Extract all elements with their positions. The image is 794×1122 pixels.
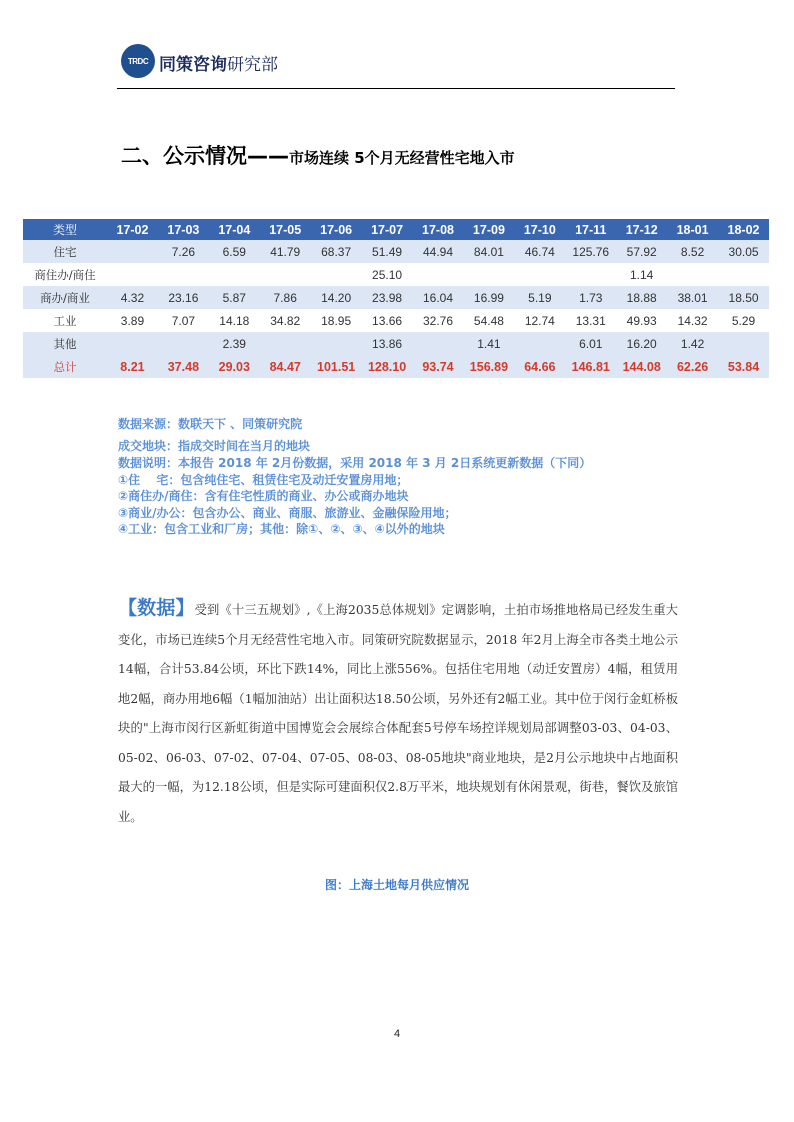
- table-cell: 5.19: [514, 286, 565, 309]
- table-cell: 49.93: [616, 309, 667, 332]
- figure-caption: 图：上海土地每月供应情况: [324, 878, 469, 892]
- table-cell: 93.74: [413, 355, 464, 378]
- table-cell: 41.79: [260, 240, 311, 263]
- table-cell: 14.20: [311, 286, 362, 309]
- paragraph-text: 受到《十三五规划》,《上海2035总体规划》定调影响，土拍市场推地格局已经发生重大变化，市场已连续5个月无经营性宅地入市。同策研究院数据显示，2018 年2月上海全市各类土地公示14幅，合计53.84公顷，环比下跌14%，同比上涨556%。包括住宅用地（动迁安置房）4幅，租赁用地2幅，商办用地6幅（1幅加油站）出让面积达18.50公顷，另外还有2幅工业。其中位于闵行金虹桥板块的"上海市闵行区新虹街道中国博览会会展综合体配套5号停车场控详规划局部调整03-03、04-03、05-02、06-03、07-02、07-04、07-05、08-03、08-05地块"商业地块，是2月公示地块中占地面积最大的一幅，为12.18公顷，但是实际可建面积仅2.8万平米，地块规划有休闲景观，街巷，餐饮及旅馆业。: [118, 603, 678, 824]
- trdc-logo: TRDC: [121, 44, 155, 78]
- section-title: [121, 140, 515, 170]
- table-cell: 3.89: [107, 309, 158, 332]
- table-row: [23, 355, 769, 378]
- section-title-dash: ——: [247, 144, 289, 168]
- body-paragraph: [118, 594, 678, 832]
- table-header-month: 17-11: [565, 219, 616, 240]
- table-row: [23, 240, 769, 263]
- table-header-month: 17-12: [616, 219, 667, 240]
- table-cell: 29.03: [209, 355, 260, 378]
- section-title-main: 二、公示情况: [121, 144, 247, 168]
- note-item: ④工业：包含工业和厂房；其他：除①、②、③、④以外的地块: [118, 522, 445, 536]
- header-divider: [117, 88, 675, 89]
- table-header-row: [23, 219, 769, 240]
- table-header-month: 17-10: [514, 219, 565, 240]
- table-row: [23, 263, 769, 286]
- table-cell: 6.59: [209, 240, 260, 263]
- table-header-month: 17-08: [413, 219, 464, 240]
- brand-bold: 同策咨询: [159, 55, 227, 75]
- table-cell: 14.32: [667, 309, 718, 332]
- paragraph-tag: 【数据】: [118, 597, 195, 619]
- table-row: [23, 332, 769, 355]
- table-cell: 54.48: [463, 309, 514, 332]
- table-cell: [158, 263, 209, 286]
- table-cell: 46.74: [514, 240, 565, 263]
- table-cell: 101.51: [311, 355, 362, 378]
- table-cell: 18.50: [718, 286, 769, 309]
- note-item: ①住 宅：包含纯住宅、租赁住宅及动迁安置房用地；: [118, 472, 409, 487]
- table-cell: 57.92: [616, 240, 667, 263]
- table-cell: 32.76: [413, 309, 464, 332]
- table-cell: 1.42: [667, 332, 718, 355]
- table-cell: [667, 263, 718, 286]
- table-cell: [158, 332, 209, 355]
- table-cell: 144.08: [616, 355, 667, 378]
- table-cell: [260, 332, 311, 355]
- table-row-label: 工业: [23, 309, 107, 332]
- brand-regular: 研究部: [227, 55, 278, 75]
- note-description: 数据说明：本报告 2018 年 2月份数据，采用 2018 年 3 月 2日系统更新数据（下同）: [118, 456, 592, 470]
- table-cell: [463, 263, 514, 286]
- data-notes: [118, 416, 591, 538]
- table-cell: 13.31: [565, 309, 616, 332]
- table-cell: [514, 263, 565, 286]
- table-cell: [107, 240, 158, 263]
- table-cell: 44.94: [413, 240, 464, 263]
- table-cell: 16.20: [616, 332, 667, 355]
- land-supply-table: [23, 219, 769, 378]
- table-header-month: 18-01: [667, 219, 718, 240]
- table-cell: 13.86: [362, 332, 413, 355]
- table-cell: [565, 263, 616, 286]
- table-cell: 25.10: [362, 263, 413, 286]
- table-cell: 1.73: [565, 286, 616, 309]
- table-cell: [718, 263, 769, 286]
- table-cell: 125.76: [565, 240, 616, 263]
- note-item: ②商住办/商住：含有住宅性质的商业、办公或商办地块: [118, 489, 409, 503]
- table-header-month: 17-06: [311, 219, 362, 240]
- table-cell: 7.26: [158, 240, 209, 263]
- table-cell: 7.86: [260, 286, 311, 309]
- brand-name: [159, 50, 278, 75]
- table-cell: 38.01: [667, 286, 718, 309]
- table-cell: 128.10: [362, 355, 413, 378]
- table-cell: 37.48: [158, 355, 209, 378]
- table-header-type: 类型: [23, 219, 107, 240]
- table-cell: [107, 263, 158, 286]
- table-row-label: 其他: [23, 332, 107, 355]
- table-cell: [718, 332, 769, 355]
- table-cell: 18.88: [616, 286, 667, 309]
- table-header-month: 17-04: [209, 219, 260, 240]
- table-cell: 156.89: [463, 355, 514, 378]
- table-cell: 12.74: [514, 309, 565, 332]
- table-cell: 1.41: [463, 332, 514, 355]
- table-cell: 18.95: [311, 309, 362, 332]
- table-cell: [311, 332, 362, 355]
- table-header-month: 17-05: [260, 219, 311, 240]
- section-title-sub: 市场连续 5个月无经营性宅地入市: [289, 149, 515, 167]
- table-cell: 5.29: [718, 309, 769, 332]
- table-cell: 62.26: [667, 355, 718, 378]
- table-cell: 146.81: [565, 355, 616, 378]
- table-cell: 30.05: [718, 240, 769, 263]
- table-cell: 6.01: [565, 332, 616, 355]
- note-source: 数据来源：数联天下 、同策研究院: [118, 417, 303, 431]
- table-row-label: 总计: [23, 355, 107, 378]
- table-cell: 64.66: [514, 355, 565, 378]
- table-cell: 2.39: [209, 332, 260, 355]
- table-cell: 1.14: [616, 263, 667, 286]
- page-number: 4: [393, 1028, 401, 1040]
- table-row-label: 商住办/商住: [23, 263, 107, 286]
- table-cell: 8.52: [667, 240, 718, 263]
- table-cell: 84.01: [463, 240, 514, 263]
- table-cell: 51.49: [362, 240, 413, 263]
- table-cell: 16.99: [463, 286, 514, 309]
- table-header-month: 17-02: [107, 219, 158, 240]
- table-cell: 23.16: [158, 286, 209, 309]
- table-header-month: 17-03: [158, 219, 209, 240]
- table-cell: [260, 263, 311, 286]
- table-cell: 14.18: [209, 309, 260, 332]
- note-item: ③商业/办公：包含办公、商业、商服、旅游业、金融保险用地；: [118, 505, 457, 520]
- table-cell: [413, 263, 464, 286]
- note-deal: 成交地块：指成交时间在当月的地块: [118, 438, 311, 453]
- table-cell: 84.47: [260, 355, 311, 378]
- table-row-label: 商办/商业: [23, 286, 107, 309]
- table-cell: 34.82: [260, 309, 311, 332]
- table-cell: 4.32: [107, 286, 158, 309]
- table-cell: 23.98: [362, 286, 413, 309]
- table-cell: 16.04: [413, 286, 464, 309]
- table-cell: 5.87: [209, 286, 260, 309]
- table-cell: 68.37: [311, 240, 362, 263]
- table-row-label: 住宅: [23, 240, 107, 263]
- table-cell: 13.66: [362, 309, 413, 332]
- table-cell: [514, 332, 565, 355]
- table-cell: [413, 332, 464, 355]
- table-cell: [107, 332, 158, 355]
- table-cell: 8.21: [107, 355, 158, 378]
- table-cell: [209, 263, 260, 286]
- table-header-month: 18-02: [718, 219, 769, 240]
- table-row: [23, 309, 769, 332]
- table-cell: [311, 263, 362, 286]
- table-cell: 53.84: [718, 355, 769, 378]
- table-cell: 7.07: [158, 309, 209, 332]
- table-header-month: 17-07: [362, 219, 413, 240]
- table-header-month: 17-09: [463, 219, 514, 240]
- table-row: [23, 286, 769, 309]
